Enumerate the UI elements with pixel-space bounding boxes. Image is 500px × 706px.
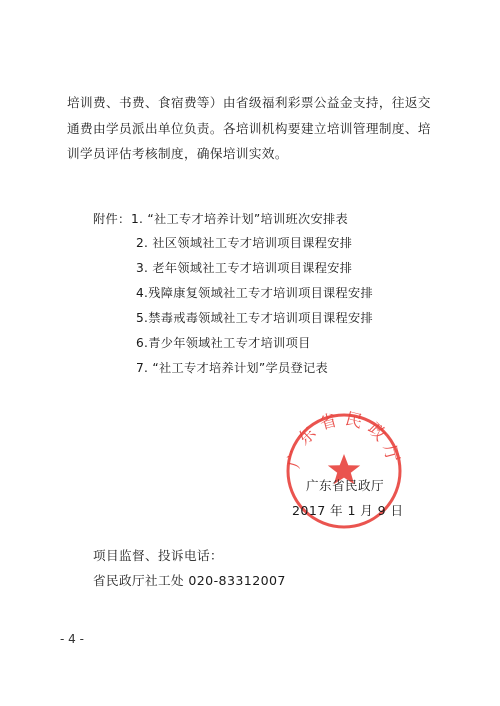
body-line-1: 培训费、书费、食宿费等）由省级福利彩票公益金支持，往返交 [67, 95, 431, 110]
attachments-label: 附件： [93, 212, 131, 226]
signature-date: 2017 年 1 月 9 日 [292, 503, 404, 518]
contact-line: 省民政厅社工处 020-83312007 [93, 573, 286, 588]
attachment-item-6: 6.青少年领域社工专才培训项目 [136, 336, 311, 350]
attachment-item-7: 7. “社工专才培养计划”学员登记表 [136, 361, 328, 375]
svg-text:广东省民政厅: 广东省民政厅 [284, 410, 404, 471]
body-line-3: 训学员评估考核制度，确保培训实效。 [67, 146, 288, 161]
page-number: - 4 - [60, 632, 84, 646]
signature-org: 广东省民政厅 [306, 478, 384, 493]
contact-heading: 项目监督、投诉电话： [93, 548, 223, 563]
attachment-item-4: 4.残障康复领域社工专才培训项目课程安排 [136, 286, 374, 300]
attachment-item-3: 3. 老年领域社工专才培训项目课程安排 [136, 261, 353, 275]
attachment-item-1: 1. “社工专才培养计划”培训班次安排表 [131, 212, 348, 226]
attachment-item-2: 2. 社区领域社工专才培训项目课程安排 [136, 236, 353, 250]
attachment-item-5: 5.禁毒戒毒领域社工专才培训项目课程安排 [136, 311, 374, 325]
body-line-2: 通费由学员派出单位负责。各培训机构要建立培训管理制度、培 [67, 121, 431, 136]
